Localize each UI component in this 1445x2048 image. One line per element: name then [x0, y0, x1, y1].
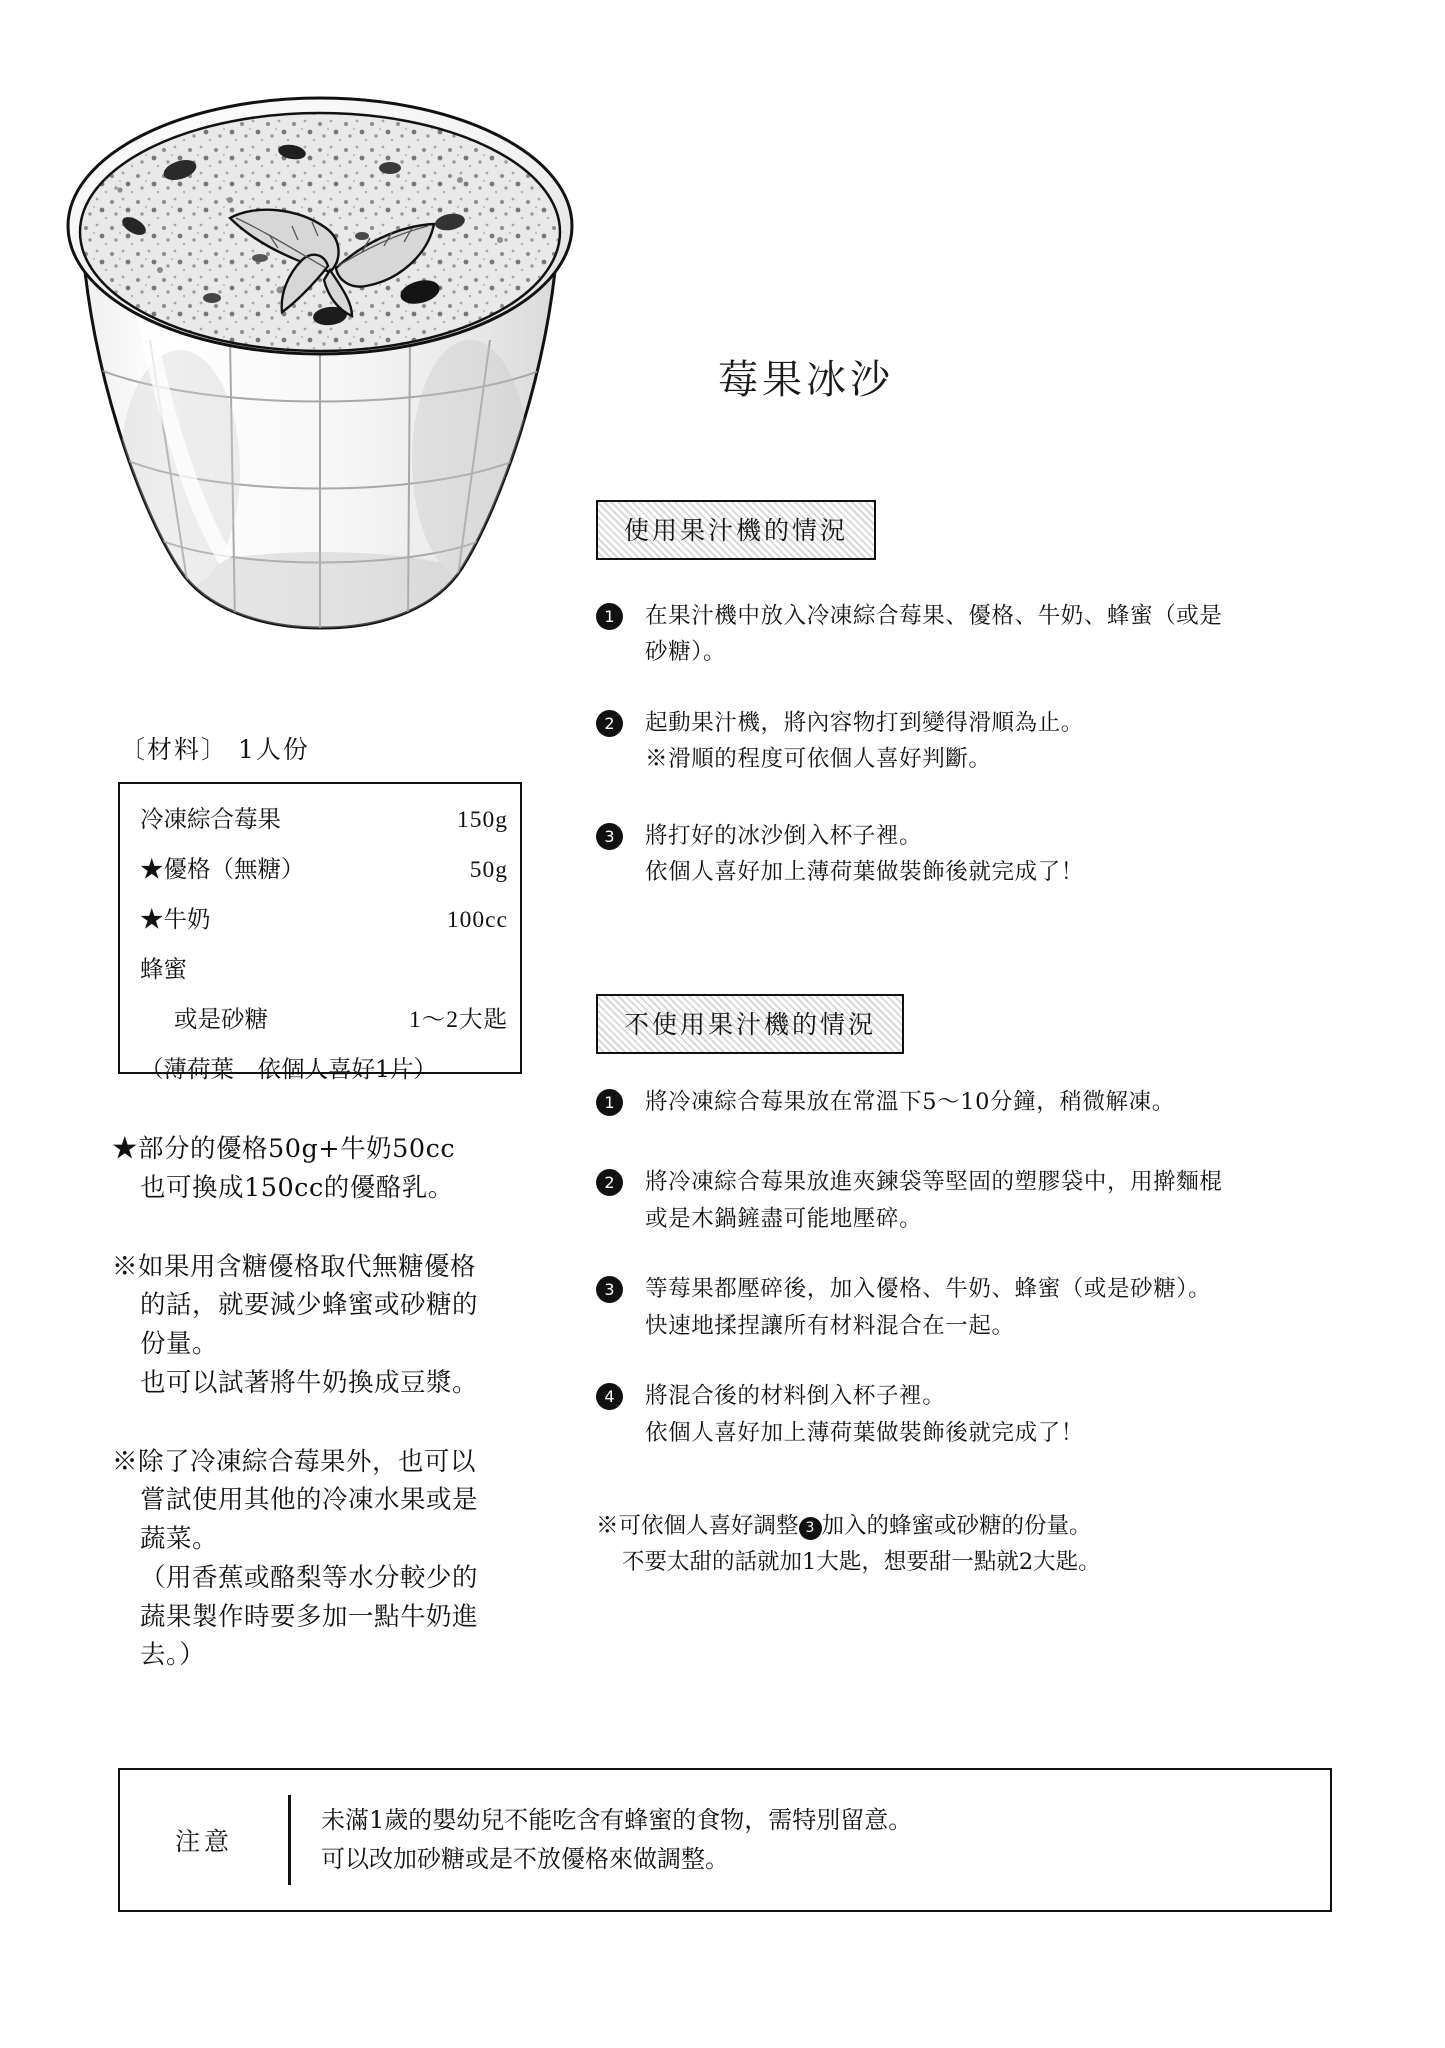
ingredient-name: ★優格（無糖）	[140, 855, 305, 883]
page-title: 莓果冰沙	[718, 357, 894, 403]
step-text	[645, 1378, 1084, 1451]
list-item	[596, 1164, 1316, 1237]
ingredient-name: 冷凍綜合莓果	[140, 805, 281, 833]
step-line: 將冷凍綜合莓果放在常溫下5〜10分鐘，稍微解凍。	[645, 1089, 1175, 1115]
step-line: 等莓果都壓碎後，加入優格、牛奶、蜂蜜（或是砂糖）。	[645, 1276, 1212, 1303]
caution-line: 未滿1歲的嬰幼兒不能吃含有蜂蜜的食物，需特別留意。	[321, 1806, 913, 1835]
list-item	[140, 1050, 508, 1084]
ingredients-list	[140, 800, 508, 1100]
note-line: ※除了冷凍綜合莓果外，也可以	[112, 1446, 477, 1477]
step-number: 4	[596, 1383, 623, 1410]
ingredient-name: 蜂蜜	[140, 955, 187, 983]
step-line: 將混合後的材料倒入杯子裡。	[645, 1383, 946, 1410]
note-line: 的話，就要減少蜂蜜或砂糖的	[140, 1290, 479, 1321]
note-line: 蔬菜。	[140, 1524, 219, 1554]
note-line: ※如果用含糖優格取代無糖優格	[112, 1251, 477, 1282]
section-header-blender-label: 使用果汁機的情況	[624, 516, 849, 545]
step-list-no-blender	[596, 1084, 1316, 1485]
list-item	[596, 818, 1296, 891]
step-text	[645, 1164, 1223, 1237]
step-line: 依個人喜好加上薄荷葉做裝飾後就完成了！	[645, 859, 1084, 886]
ingredient-name: ★牛奶	[140, 905, 211, 933]
section-header-no-blender	[596, 994, 904, 1054]
step-line: ※滑順的程度可依個人喜好判斷。	[645, 746, 992, 773]
note-other-fruits	[112, 1443, 552, 1676]
list-item	[596, 1084, 1316, 1120]
step-line: 砂糖）。	[645, 639, 727, 666]
list-item	[596, 705, 1296, 778]
caution-label: 注意	[174, 1827, 233, 1856]
step-line: 快速地揉捏讓所有材料混合在一起。	[645, 1312, 1015, 1339]
list-item	[140, 800, 508, 834]
note-line: 去。）	[140, 1640, 206, 1671]
list-item	[140, 950, 508, 984]
step-text	[645, 818, 1084, 891]
step-line: 依個人喜好加上薄荷葉做裝飾後就完成了！	[645, 1419, 1084, 1446]
step-number: 1	[596, 1089, 623, 1116]
step-number: 3	[596, 823, 623, 850]
ingredient-amount: 100cc	[446, 907, 508, 933]
list-item	[596, 598, 1296, 671]
list-item	[140, 1000, 508, 1034]
note-line: ★部分的優格50g+牛奶50cc	[112, 1134, 456, 1164]
caution-text	[291, 1801, 912, 1879]
honey-amount-note	[596, 1508, 1101, 1580]
notes-column	[112, 1130, 552, 1715]
list-item	[596, 1271, 1316, 1344]
note-line: 嘗試使用其他的冷凍水果或是	[140, 1485, 479, 1516]
honey-amount-note-line1	[596, 1508, 1101, 1544]
step-list-blender	[596, 598, 1296, 925]
ingredient-amount: 1〜2大匙	[409, 1007, 508, 1033]
step-line: 將冷凍綜合莓果放進夾鍊袋等堅固的塑膠袋中，用擀麵棍	[645, 1169, 1223, 1196]
note-sweetened-yogurt	[112, 1248, 552, 1403]
step-line: 或是木鍋鏟盡可能地壓碎。	[645, 1205, 923, 1232]
note-line: 也可以試著將牛奶換成豆漿。	[140, 1367, 479, 1398]
note-line: 份量。	[140, 1329, 219, 1359]
section-header-no-blender-label: 不使用果汁機的情況	[624, 1010, 877, 1039]
note-line: 也可換成150cc的優酪乳。	[140, 1172, 454, 1203]
list-item	[140, 900, 508, 934]
caution-line: 可以改加砂糖或是不放優格來做調整。	[321, 1845, 729, 1873]
step-line: 在果汁機中放入冷凍綜合莓果、優格、牛奶、蜂蜜（或是	[645, 603, 1223, 629]
note-suffix: 加入的蜂蜜或砂糖的份量。	[821, 1513, 1092, 1539]
note-line: （用香蕉或酪梨等水分較少的	[140, 1562, 479, 1593]
step-number: 2	[596, 710, 623, 737]
caution-box	[118, 1768, 1332, 1912]
step-number-badge: 3	[799, 1517, 822, 1540]
note-prefix: ※可依個人喜好調整	[596, 1513, 799, 1539]
step-text	[645, 1084, 1175, 1120]
honey-amount-note-line2: 不要太甜的話就加1大匙，想要甜一點就2大匙。	[622, 1549, 1101, 1575]
ingredient-amount: 50g	[469, 857, 508, 883]
ingredient-name: 或是砂糖	[174, 1005, 268, 1033]
step-line: 起動果汁機，將內容物打到變得滑順為止。	[645, 709, 1084, 736]
step-number: 2	[596, 1169, 623, 1196]
step-number: 3	[596, 1276, 623, 1303]
step-text	[645, 598, 1223, 671]
step-line: 將打好的冰沙倒入杯子裡。	[645, 822, 923, 849]
section-header-blender	[596, 500, 876, 560]
step-text	[645, 1271, 1211, 1344]
note-yogurt-substitute	[112, 1130, 552, 1208]
berry-smoothie-glass-illustration	[30, 40, 630, 660]
step-number: 1	[596, 603, 623, 630]
note-line: 蔬果製作時要多加一點牛奶進	[140, 1601, 479, 1632]
ingredients-heading: 〔材料〕 1人份	[120, 735, 310, 764]
list-item	[140, 850, 508, 884]
list-item	[596, 1378, 1316, 1451]
ingredient-name-optional: （薄荷葉 依個人喜好1片）	[140, 1055, 437, 1083]
ingredient-amount: 150g	[457, 807, 508, 833]
step-text	[645, 705, 1084, 778]
